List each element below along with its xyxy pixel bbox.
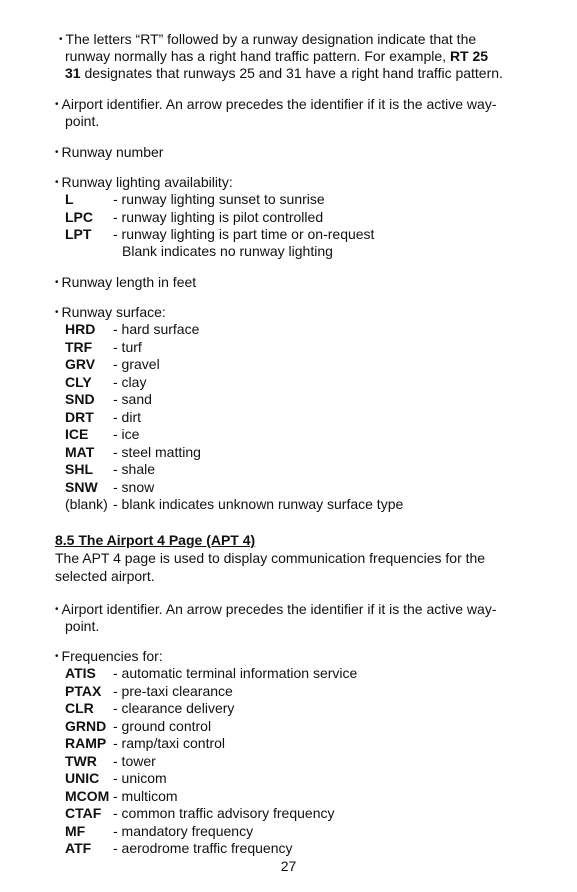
frequency-item: ATF - aerodrome traffic frequency [65,840,293,856]
page-number: 27 [280,858,297,874]
lighting-item: LPC - runway lighting is pilot controlled [65,209,324,225]
intro-line-1: • The letters “RT” followed by a runway designation indicate that the [59,31,476,50]
section-paragraph-line-2: selected airport. [55,568,155,584]
surface-item: HRD - hard surface [65,321,200,337]
lighting-item: L - runway lighting sunset to sunrise [65,191,325,207]
frequency-item: MF - mandatory frequency [65,823,254,839]
frequencies-heading: • Frequencies for: [55,648,163,667]
surface-item: SNW - snow [65,479,155,495]
frequency-item: UNIC - unicom [65,770,167,786]
airport-id-line-2: point. [65,113,100,129]
surface-item: DRT - dirt [65,409,141,425]
airport-id-line-2: point. [65,618,100,634]
intro-line-2: runway normally has a right hand traffic pattern. For example, RT 25 [65,48,489,64]
frequency-item: TWR - tower [65,753,156,769]
frequency-item: CLR - clearance delivery [65,700,235,716]
lighting-heading: • Runway lighting availability: [55,174,233,193]
runway-length-item: • Runway length in feet [55,274,196,293]
frequency-item: PTAX - pre-taxi clearance [65,683,233,699]
surface-item: ICE - ice [65,426,140,442]
section-heading: 8.5 The Airport 4 Page (APT 4) [55,532,256,548]
lighting-item: LPT - runway lighting is part time or on-request [65,226,375,242]
surface-heading: • Runway surface: [55,304,166,323]
section-paragraph-line-1: The APT 4 page is used to display communication frequencies for the [55,550,486,566]
airport-id-line-1: • Airport identifier. An arrow precedes the identifier if it is the active way- [55,601,497,620]
frequency-item: ATIS - automatic terminal information service [65,665,358,681]
frequency-item: GRND - ground control [65,718,212,734]
surface-item: SND - sand [65,391,152,407]
frequency-item: RAMP - ramp/taxi control [65,735,226,751]
frequency-item: CTAF - common traffic advisory frequency [65,805,335,821]
lighting-blank-note: Blank indicates no runway lighting [122,243,333,259]
surface-item: CLY - clay [65,374,147,390]
surface-item: SHL - shale [65,461,156,477]
surface-item: TRF - turf [65,339,142,355]
airport-id-line-1: • Airport identifier. An arrow precedes the identifier if it is the active way- [55,96,497,115]
surface-blank-item: (blank) - blank indicates unknown runway surface type [65,496,404,512]
runway-number-item: • Runway number [55,144,163,163]
frequency-item: MCOM - multicom [65,788,178,804]
intro-line-3: 31 designates that runways 25 and 31 have a right hand traffic pattern. [65,65,503,81]
surface-item: MAT - steel matting [65,444,201,460]
surface-item: GRV - gravel [65,356,160,372]
